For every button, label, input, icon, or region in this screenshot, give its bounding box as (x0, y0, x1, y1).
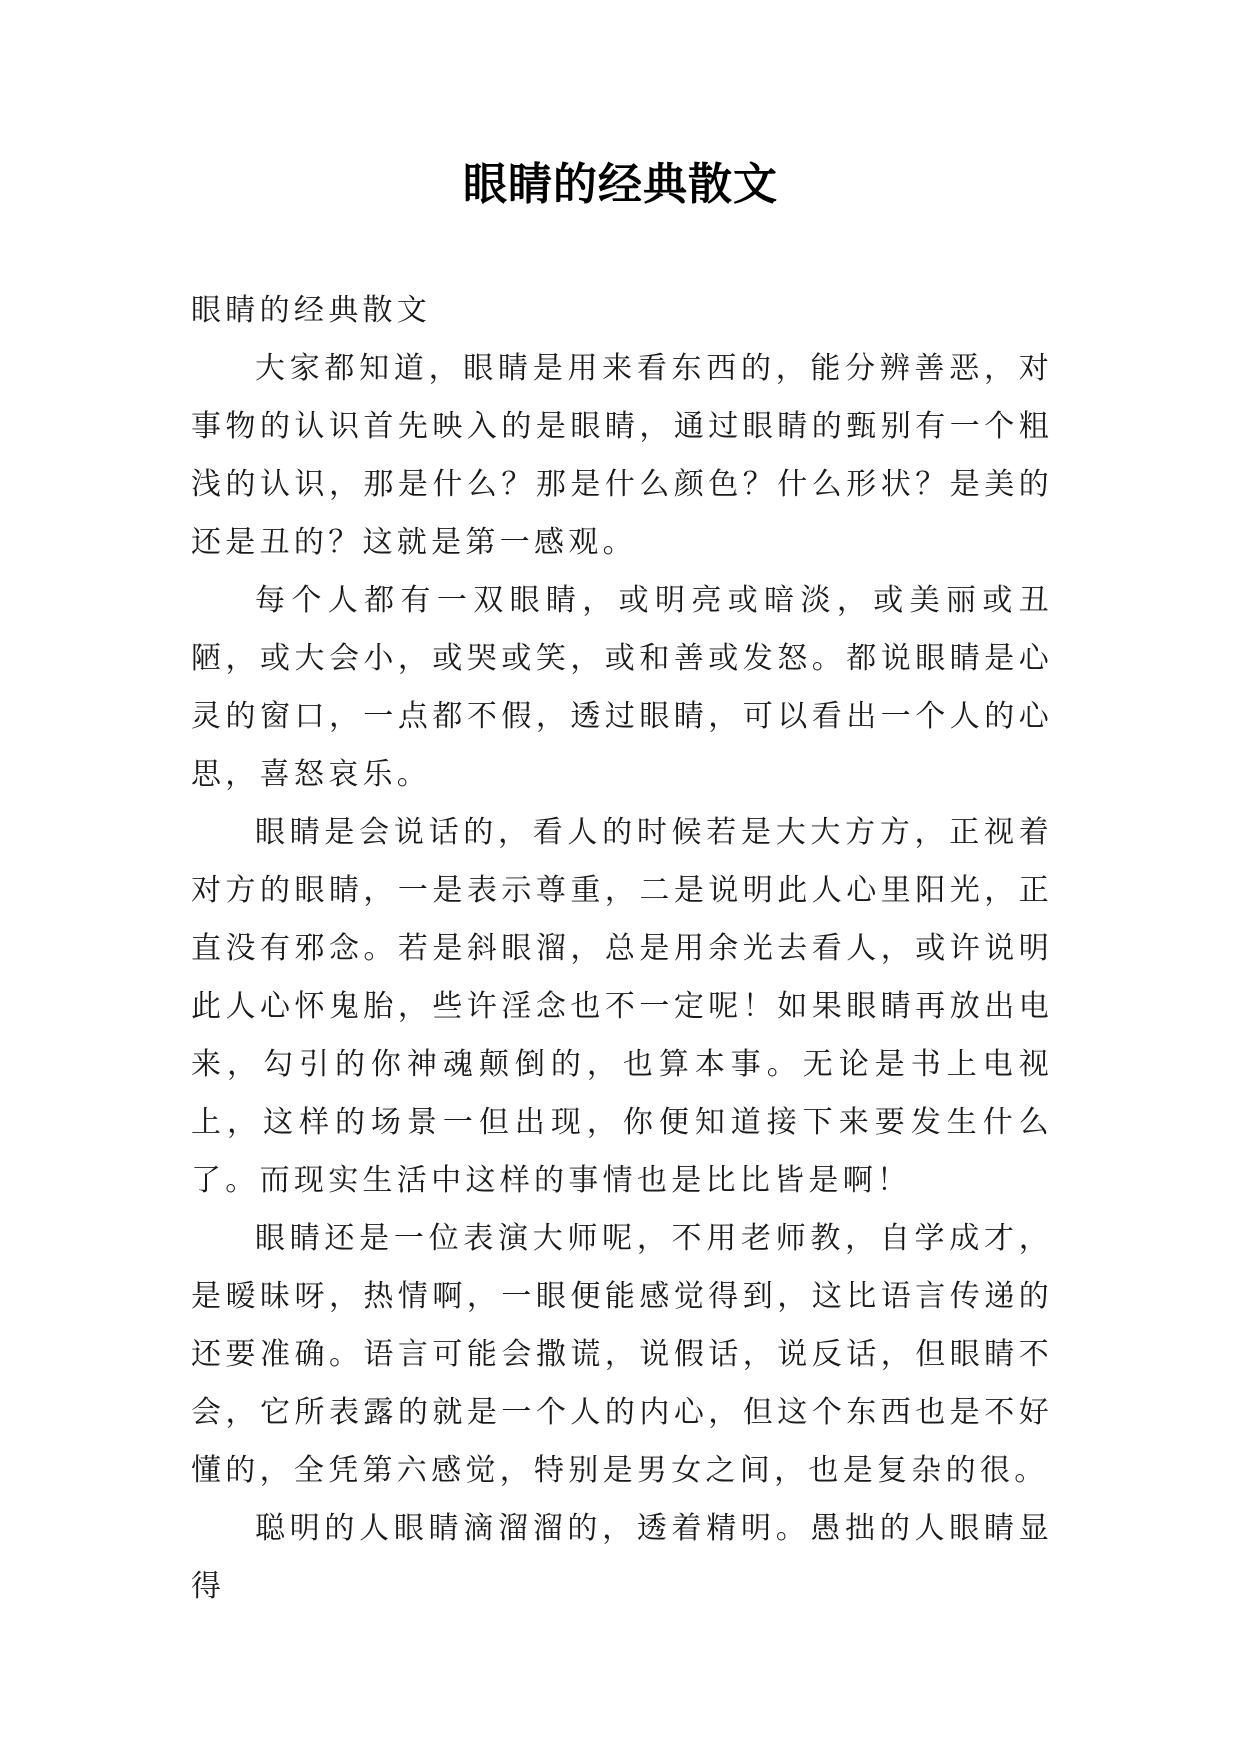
paragraph-4: 眼睛还是一位表演大师呢，不用老师教，自学成才，是暧昧呀，热情啊，一眼便能感觉得到，这比语言传递的还要准确。语言可能会撒谎，说假话，说反话，但眼睛不会，它所表露的就是一个人的内心，但这个东西也是不好懂的，全凭第六感觉，特别是男女之间，也是复杂的很。 (191, 1221, 1053, 1488)
paragraph-3: 眼睛是会说话的，看人的时候若是大大方方，正视着对方的眼睛，一是表示尊重，二是说明此人心里阳光，正直没有邪念。若是斜眼溜，总是用余光去看人，或许说明此人心怀鬼胎，些许淫念也不一定呢！如果眼睛再放出电来，勾引的你神魂颠倒的，也算本事。无论是书上电视上，这样的场景一但出现，你便知道接下来要发生什么了。而现实生活中这样的事情也是比比皆是啊！ (191, 815, 1053, 1198)
document-subtitle: 眼睛的经典散文 (191, 293, 432, 328)
paragraph-1: 大家都知道，眼睛是用来看东西的，能分辨善恶，对事物的认识首先映入的是眼睛，通过眼睛的甄别有一个粗浅的认识，那是什么？那是什么颜色？什么形状？是美的还是丑的？这就是第一感观。 (191, 351, 1053, 560)
document-body (191, 282, 1053, 1616)
paragraph-5: 聪明的人眼睛滴溜溜的，透着精明。愚拙的人眼睛显得 (191, 1511, 1053, 1604)
document-title: 眼睛的经典散文 (463, 159, 778, 210)
paragraph-2: 每个人都有一双眼睛，或明亮或暗淡，或美丽或丑陋，或大会小，或哭或笑，或和善或发怒。都说眼睛是心灵的窗口，一点都不假，透过眼睛，可以看出一个人的心思，喜怒哀乐。 (191, 583, 1053, 792)
